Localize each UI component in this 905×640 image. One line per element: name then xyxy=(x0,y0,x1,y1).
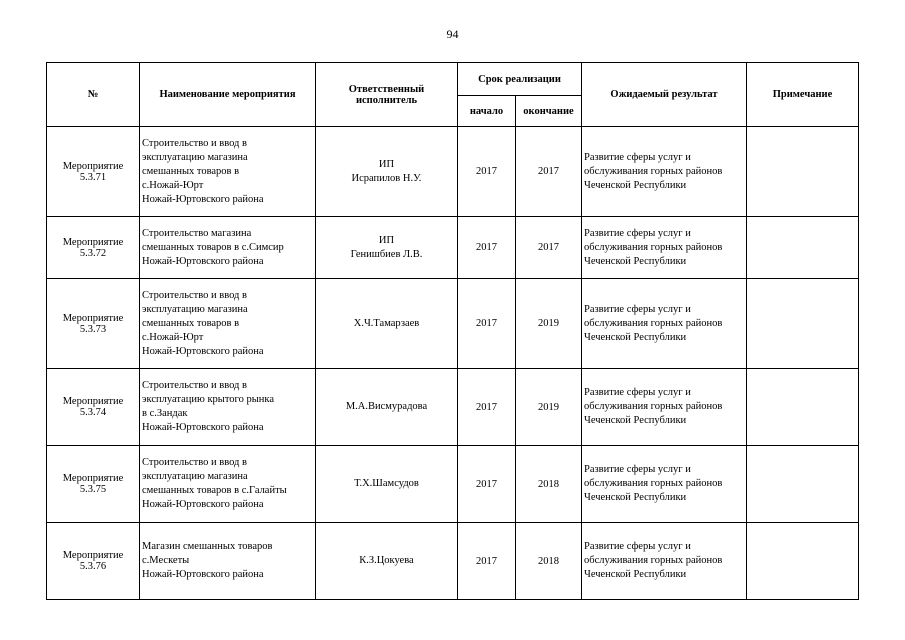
measure-note xyxy=(747,279,859,369)
table-row xyxy=(47,279,859,369)
measure-number: Мероприятие 5.3.72 xyxy=(47,217,140,279)
measure-end: 2018 xyxy=(516,523,582,600)
header-start: начало xyxy=(458,96,516,127)
measure-end: 2019 xyxy=(516,279,582,369)
measure-result: Развитие сферы услуг и обслуживания горных районов Чеченской Республики xyxy=(582,217,747,279)
header-responsible: Ответственный исполнитель xyxy=(316,63,458,127)
measure-responsible: ИП Генишбиев Л.В. xyxy=(316,217,458,279)
measure-result: Развитие сферы услуг и обслуживания горных районов Чеченской Республики xyxy=(582,369,747,446)
measure-name: Строительство и ввод в эксплуатацию магазина смешанных товаров в с.Галайты Ножай-Юртовского района xyxy=(140,446,316,523)
table-row xyxy=(47,369,859,446)
measure-start: 2017 xyxy=(458,369,516,446)
measure-number: Мероприятие 5.3.76 xyxy=(47,523,140,600)
header-end: окончание xyxy=(516,96,582,127)
measure-start: 2017 xyxy=(458,446,516,523)
measure-start: 2017 xyxy=(458,279,516,369)
measure-name: Строительство магазина смешанных товаров в с.Симсир Ножай-Юртовского района xyxy=(140,217,316,279)
measure-note xyxy=(747,369,859,446)
table-row xyxy=(47,127,859,217)
measure-note xyxy=(747,127,859,217)
header-row-main xyxy=(47,63,859,96)
measure-number: Мероприятие 5.3.74 xyxy=(47,369,140,446)
measure-responsible: Т.Х.Шамсудов xyxy=(316,446,458,523)
measure-start: 2017 xyxy=(458,217,516,279)
header-num: № xyxy=(47,63,140,127)
measures-table xyxy=(46,62,859,600)
measure-responsible: Х.Ч.Тамарзаев xyxy=(316,279,458,369)
table-row xyxy=(47,523,859,600)
measure-number: Мероприятие 5.3.71 xyxy=(47,127,140,217)
measure-start: 2017 xyxy=(458,127,516,217)
measure-number: Мероприятие 5.3.75 xyxy=(47,446,140,523)
measure-result: Развитие сферы услуг и обслуживания горных районов Чеченской Республики xyxy=(582,523,747,600)
header-name: Наименование мероприятия xyxy=(140,63,316,127)
measure-name: Строительство и ввод в эксплуатацию крытого рынка в с.Зандак Ножай-Юртовского района xyxy=(140,369,316,446)
header-result: Ожидаемый результат xyxy=(582,63,747,127)
measure-responsible: М.А.Висмурадова xyxy=(316,369,458,446)
measure-result: Развитие сферы услуг и обслуживания горных районов Чеченской Республики xyxy=(582,127,747,217)
measure-name: Магазин смешанных товаров с.Мескеты Ножай-Юртовского района xyxy=(140,523,316,600)
table-row xyxy=(47,217,859,279)
page-number: 94 xyxy=(446,27,459,41)
measure-end: 2018 xyxy=(516,446,582,523)
measure-note xyxy=(747,446,859,523)
measure-responsible: ИП Исрапилов Н.У. xyxy=(316,127,458,217)
measure-end: 2017 xyxy=(516,127,582,217)
measure-name: Строительство и ввод в эксплуатацию магазина смешанных товаров в с.Ножай-Юрт Ножай-Юртовского района xyxy=(140,279,316,369)
measure-end: 2019 xyxy=(516,369,582,446)
measure-result: Развитие сферы услуг и обслуживания горных районов Чеченской Республики xyxy=(582,279,747,369)
measure-note xyxy=(747,217,859,279)
header-term: Срок реализации xyxy=(458,63,582,96)
measure-end: 2017 xyxy=(516,217,582,279)
header-note: Примечание xyxy=(747,63,859,127)
table-row xyxy=(47,446,859,523)
measure-responsible: К.З.Цокуева xyxy=(316,523,458,600)
measure-name: Строительство и ввод в эксплуатацию магазина смешанных товаров в с.Ножай-Юрт Ножай-Юртовского района xyxy=(140,127,316,217)
measure-result: Развитие сферы услуг и обслуживания горных районов Чеченской Республики xyxy=(582,446,747,523)
measure-number: Мероприятие 5.3.73 xyxy=(47,279,140,369)
measure-start: 2017 xyxy=(458,523,516,600)
measure-note xyxy=(747,523,859,600)
